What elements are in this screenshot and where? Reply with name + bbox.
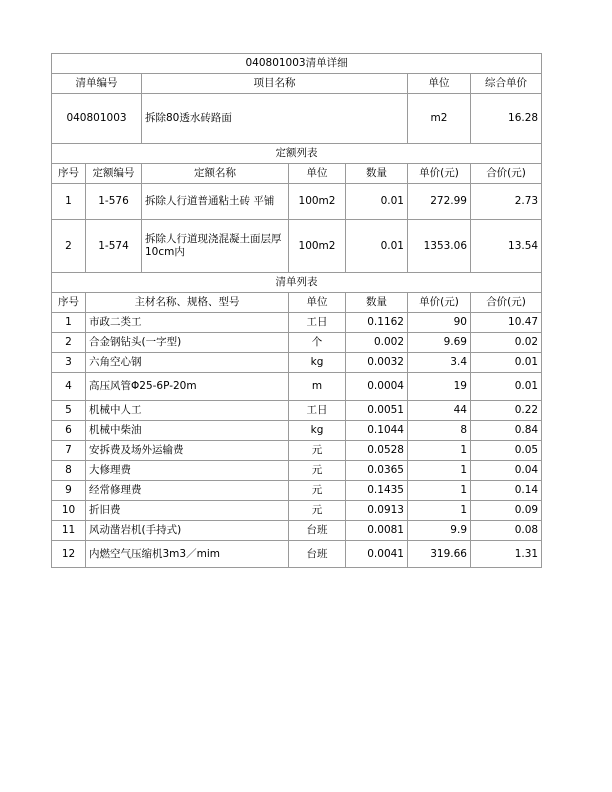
list-total: 0.05 — [471, 441, 542, 461]
list-price: 44 — [408, 401, 471, 421]
list-total: 0.84 — [471, 421, 542, 441]
list-unit: 个 — [289, 333, 346, 353]
list-title-row — [52, 273, 542, 293]
list-name: 经常修理费 — [86, 481, 289, 501]
item-code: 040801003 — [52, 94, 142, 144]
list-qty: 0.0051 — [346, 401, 408, 421]
list-header-row — [52, 293, 542, 313]
list-name: 大修理费 — [86, 461, 289, 481]
list-name: 合金钢钻头(一字型) — [86, 333, 289, 353]
list-price: 90 — [408, 313, 471, 333]
list-no: 4 — [52, 373, 86, 401]
quota-name: 拆除人行道普通粘土砖 平铺 — [142, 184, 289, 220]
detail-table — [51, 53, 542, 568]
list-name: 市政二类工 — [86, 313, 289, 333]
list-no: 6 — [52, 421, 86, 441]
list-price: 1 — [408, 501, 471, 521]
list-total: 0.09 — [471, 501, 542, 521]
list-total: 0.22 — [471, 401, 542, 421]
list-col-qty: 数量 — [346, 293, 408, 313]
list-unit: kg — [289, 353, 346, 373]
quota-price: 272.99 — [408, 184, 471, 220]
list-total: 0.14 — [471, 481, 542, 501]
list-no: 3 — [52, 353, 86, 373]
list-qty: 0.1162 — [346, 313, 408, 333]
list-row — [52, 481, 542, 501]
list-price: 319.66 — [408, 541, 471, 568]
list-row — [52, 333, 542, 353]
item-unit: m2 — [408, 94, 471, 144]
list-total: 1.31 — [471, 541, 542, 568]
quota-title: 定额列表 — [52, 144, 542, 164]
list-no: 10 — [52, 501, 86, 521]
quota-col-name: 定额名称 — [142, 164, 289, 184]
list-row — [52, 373, 542, 401]
list-unit: 元 — [289, 461, 346, 481]
list-name: 折旧费 — [86, 501, 289, 521]
list-unit: m — [289, 373, 346, 401]
quota-code: 1-576 — [86, 184, 142, 220]
quota-col-code: 定额编号 — [86, 164, 142, 184]
quota-col-qty: 数量 — [346, 164, 408, 184]
quota-col-total: 合价(元) — [471, 164, 542, 184]
list-row — [52, 461, 542, 481]
list-total: 0.04 — [471, 461, 542, 481]
quota-qty: 0.01 — [346, 220, 408, 273]
list-price: 9.69 — [408, 333, 471, 353]
name-label: 项目名称 — [142, 74, 408, 94]
list-name: 机械中柴油 — [86, 421, 289, 441]
quota-col-unit: 单位 — [289, 164, 346, 184]
list-qty: 0.0528 — [346, 441, 408, 461]
list-price: 8 — [408, 421, 471, 441]
list-col-total: 合价(元) — [471, 293, 542, 313]
quota-code: 1-574 — [86, 220, 142, 273]
quota-unit: 100m2 — [289, 184, 346, 220]
list-row — [52, 441, 542, 461]
list-total: 0.02 — [471, 333, 542, 353]
item-name: 拆除80透水砖路面 — [142, 94, 408, 144]
quota-col-no: 序号 — [52, 164, 86, 184]
header-label-row — [52, 74, 542, 94]
list-unit: 台班 — [289, 541, 346, 568]
quota-col-price: 单价(元) — [408, 164, 471, 184]
list-qty: 0.0041 — [346, 541, 408, 568]
quota-total: 2.73 — [471, 184, 542, 220]
header-value-row — [52, 94, 542, 144]
list-total: 0.01 — [471, 373, 542, 401]
list-unit: 元 — [289, 501, 346, 521]
list-name: 风动凿岩机(手持式) — [86, 521, 289, 541]
list-qty: 0.002 — [346, 333, 408, 353]
list-total: 0.01 — [471, 353, 542, 373]
list-name: 六角空心钢 — [86, 353, 289, 373]
list-row — [52, 401, 542, 421]
list-unit: kg — [289, 421, 346, 441]
quota-total: 13.54 — [471, 220, 542, 273]
list-name: 内燃空气压缩机3m3／mim — [86, 541, 289, 568]
list-row — [52, 313, 542, 333]
quota-price: 1353.06 — [408, 220, 471, 273]
quota-no: 2 — [52, 220, 86, 273]
list-row — [52, 353, 542, 373]
list-total: 0.08 — [471, 521, 542, 541]
quota-title-row — [52, 144, 542, 164]
list-total: 10.47 — [471, 313, 542, 333]
quota-row — [52, 184, 542, 220]
list-qty: 0.0365 — [346, 461, 408, 481]
list-no: 7 — [52, 441, 86, 461]
list-no: 2 — [52, 333, 86, 353]
quota-header-row — [52, 164, 542, 184]
quota-unit: 100m2 — [289, 220, 346, 273]
list-col-unit: 单位 — [289, 293, 346, 313]
list-name: 机械中人工 — [86, 401, 289, 421]
list-price: 1 — [408, 481, 471, 501]
list-qty: 0.0913 — [346, 501, 408, 521]
list-unit: 工日 — [289, 401, 346, 421]
list-row — [52, 501, 542, 521]
list-price: 19 — [408, 373, 471, 401]
list-row — [52, 541, 542, 568]
title-row — [52, 54, 542, 74]
list-col-price: 单价(元) — [408, 293, 471, 313]
table-title: 040801003清单详细 — [52, 54, 542, 74]
quota-name: 拆除人行道现浇混凝土面层厚10cm内 — [142, 220, 289, 273]
list-unit: 台班 — [289, 521, 346, 541]
list-qty: 0.1435 — [346, 481, 408, 501]
list-qty: 0.1044 — [346, 421, 408, 441]
list-no: 11 — [52, 521, 86, 541]
list-price: 1 — [408, 461, 471, 481]
list-col-name: 主材名称、规格、型号 — [86, 293, 289, 313]
list-col-no: 序号 — [52, 293, 86, 313]
list-qty: 0.0032 — [346, 353, 408, 373]
list-price: 3.4 — [408, 353, 471, 373]
price-label: 综合单价 — [471, 74, 542, 94]
list-no: 5 — [52, 401, 86, 421]
list-unit: 工日 — [289, 313, 346, 333]
list-unit: 元 — [289, 441, 346, 461]
quota-qty: 0.01 — [346, 184, 408, 220]
list-no: 12 — [52, 541, 86, 568]
list-no: 1 — [52, 313, 86, 333]
list-row — [52, 521, 542, 541]
list-price: 9.9 — [408, 521, 471, 541]
code-label: 清单编号 — [52, 74, 142, 94]
list-title: 清单列表 — [52, 273, 542, 293]
list-no: 8 — [52, 461, 86, 481]
list-name: 安拆费及场外运输费 — [86, 441, 289, 461]
list-row — [52, 421, 542, 441]
quota-row — [52, 220, 542, 273]
quota-no: 1 — [52, 184, 86, 220]
unit-label: 单位 — [408, 74, 471, 94]
list-unit: 元 — [289, 481, 346, 501]
list-qty: 0.0004 — [346, 373, 408, 401]
list-qty: 0.0081 — [346, 521, 408, 541]
item-price: 16.28 — [471, 94, 542, 144]
list-price: 1 — [408, 441, 471, 461]
list-no: 9 — [52, 481, 86, 501]
list-name: 高压风管Φ25-6P-20m — [86, 373, 289, 401]
